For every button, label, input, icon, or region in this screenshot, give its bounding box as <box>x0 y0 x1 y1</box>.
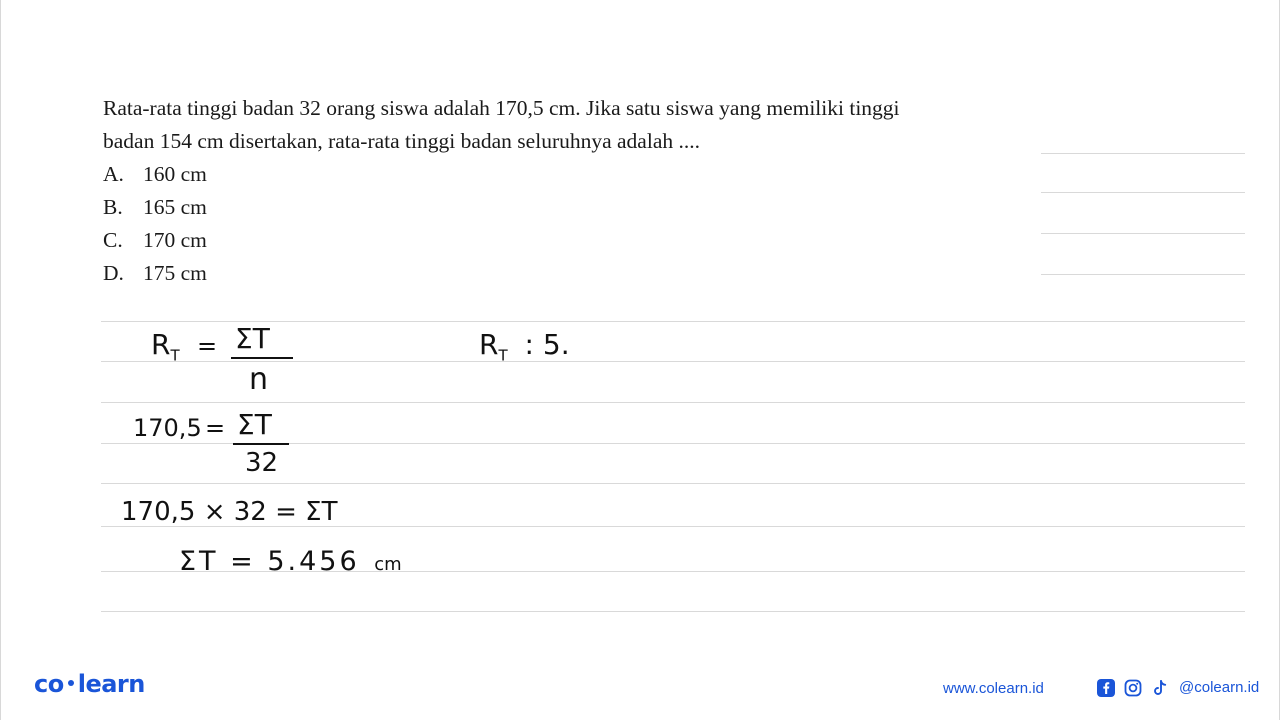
option-letter: B. <box>103 195 123 219</box>
eq2-denominator: 32 <box>245 448 279 478</box>
eq4-main: ΣT = 5.456 <box>179 546 360 577</box>
option-text: 175 cm <box>143 261 207 285</box>
logo-dot <box>68 680 74 686</box>
eq2-equals: = <box>205 414 226 442</box>
answer-options <box>103 158 1043 290</box>
ruled-line <box>101 483 1245 484</box>
option-text: 165 cm <box>143 195 207 219</box>
ruled-line <box>101 611 1245 612</box>
social-links <box>1096 678 1259 697</box>
eq1-lhs-symbol: R <box>151 328 171 361</box>
eq4-unit: cm <box>374 554 402 575</box>
option-b[interactable] <box>103 191 1043 224</box>
eq1-fraction-bar <box>231 357 293 359</box>
ruled-line <box>1041 274 1245 275</box>
side-work <box>479 328 570 365</box>
eq2-lhs: 170,5 <box>133 414 202 442</box>
ruled-line <box>101 361 1245 362</box>
ruled-line <box>101 321 1245 322</box>
eq1-lhs-subscript: T <box>170 346 180 365</box>
side-lhs-subscript: T <box>498 346 508 365</box>
ruled-line <box>1041 233 1245 234</box>
logo-text-right: learn <box>77 670 145 698</box>
ruled-line <box>1041 192 1245 193</box>
option-letter: A. <box>103 162 124 186</box>
option-d[interactable] <box>103 257 1043 290</box>
option-text: 160 cm <box>143 162 207 186</box>
option-a[interactable] <box>103 158 1043 191</box>
logo-text-left: co <box>34 670 64 698</box>
eq2-numerator: ΣT <box>237 408 272 441</box>
question-block <box>103 92 1043 290</box>
side-rest: : 5. <box>524 328 570 361</box>
question-line-1: Rata-rata tinggi badan 32 orang siswa adalah 170,5 cm. Jika satu siswa yang memiliki tinggi <box>103 96 900 120</box>
eq2-fraction-bar <box>233 443 289 445</box>
option-letter: C. <box>103 228 123 252</box>
eq1-lhs <box>151 328 180 365</box>
eq1-equals: = <box>197 332 218 360</box>
facebook-icon[interactable] <box>1096 678 1115 697</box>
side-lhs-symbol: R <box>479 328 499 361</box>
instagram-icon[interactable] <box>1123 678 1142 697</box>
eq4 <box>179 546 402 577</box>
eq3: 170,5 × 32 = ΣT <box>121 497 338 527</box>
eq1-numerator: ΣT <box>235 322 270 355</box>
question-line-2: badan 154 cm disertakan, rata-rata tinggi badan seluruhnya adalah .... <box>103 129 700 153</box>
colearn-logo <box>34 670 145 698</box>
option-c[interactable] <box>103 224 1043 257</box>
tiktok-icon[interactable] <box>1150 678 1169 697</box>
ruled-line <box>101 402 1245 403</box>
option-letter: D. <box>103 261 124 285</box>
social-handle[interactable]: @colearn.id <box>1179 679 1260 696</box>
option-text: 170 cm <box>143 228 207 252</box>
website-link[interactable]: www.colearn.id <box>943 680 1044 697</box>
ruled-line <box>1041 153 1245 154</box>
eq1-denominator: n <box>249 362 269 397</box>
